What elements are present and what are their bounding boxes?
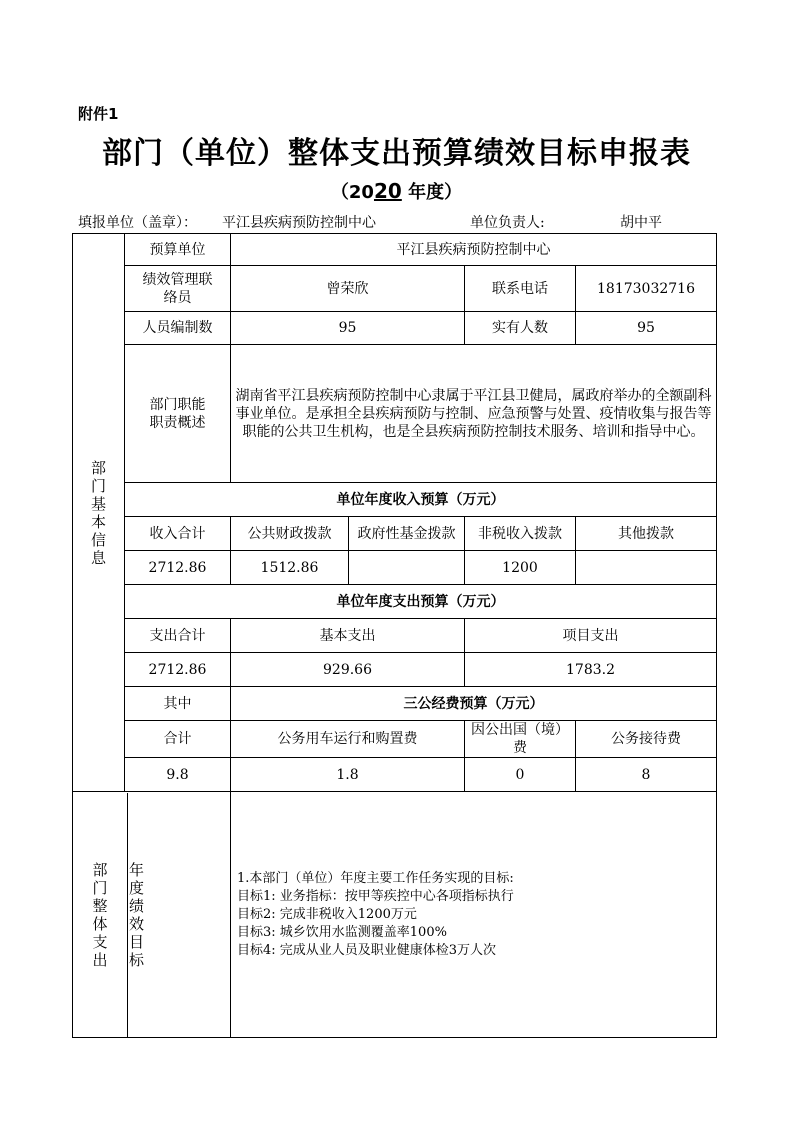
duty-text: 湖南省平江县疾病预防控制中心隶属于平江县卫健局，属政府举办的全额副科事业单位。是承担全县疾病预防与控制、应急预警与处置、疫情收集与报告等职能的公共卫生机构，也是全县疾病预防控制技术服务、培训和指导中心。 — [231, 345, 717, 483]
phone-label: 联系电话 — [465, 266, 576, 312]
goal-line: 目标3: 城乡饮用水监测覆盖率100% — [237, 924, 447, 940]
goal-line: 目标4: 完成从业人员及职业健康体检3万人次 — [237, 942, 497, 958]
phone-value: 18173032716 — [576, 266, 717, 312]
label-char: 息 — [90, 548, 106, 567]
income-value: 2712.86 — [125, 551, 231, 585]
three-public-expense-title: 三公经费预算（万元） — [231, 687, 717, 721]
expense-value: 929.66 — [231, 653, 465, 687]
income-value — [576, 551, 717, 585]
duty-label: 部门职能职责概述 — [125, 345, 231, 483]
filler-value: 平江县疾病预防控制中心 — [222, 215, 376, 231]
expense-header: 项目支出 — [465, 619, 717, 653]
staff-actual-label: 实有人数 — [465, 312, 576, 345]
expense-value: 2712.86 — [125, 653, 231, 687]
section-performance-label — [73, 792, 231, 1038]
label-char: 门 — [90, 476, 106, 495]
leader-label: 单位负责人: — [470, 215, 545, 231]
expense-header: 支出合计 — [125, 619, 231, 653]
goal-line: 目标2: 完成非税收入1200万元 — [237, 906, 417, 922]
label-char: 年 — [129, 860, 145, 879]
income-header: 收入合计 — [125, 517, 231, 551]
label-char: 信 — [90, 530, 106, 549]
label-char: 支 — [92, 932, 108, 951]
expense-header: 基本支出 — [231, 619, 465, 653]
label-char: 绩 — [129, 896, 145, 915]
three-value: 9.8 — [125, 758, 231, 792]
income-header: 公共财政拨款 — [231, 517, 349, 551]
staff-actual-value: 95 — [576, 312, 717, 345]
budget-table — [72, 233, 717, 1038]
three-value: 8 — [576, 758, 717, 792]
goal-line: 目标1: 业务指标：按甲等疾控中心各项指标执行 — [237, 888, 514, 904]
contact-value: 曾荣欣 — [231, 266, 465, 312]
income-header: 非税收入拨款 — [465, 517, 576, 551]
budget-unit-label: 预算单位 — [125, 234, 231, 266]
section-basic-info-label — [73, 234, 125, 792]
label-char: 度 — [129, 878, 145, 897]
expense-value: 1783.2 — [465, 653, 717, 687]
income-budget-title: 单位年度收入预算（万元） — [125, 483, 717, 517]
label-char: 部 — [92, 860, 108, 879]
staff-quota-label: 人员编制数 — [125, 312, 231, 345]
goals-spacer — [153, 793, 230, 1037]
label-char: 本 — [90, 512, 106, 531]
label-char: 门 — [92, 878, 108, 897]
label-char: 效 — [129, 914, 145, 933]
performance-goals — [231, 792, 717, 1038]
three-header: 合计 — [125, 721, 231, 758]
label-char: 部 — [90, 458, 106, 477]
expense-budget-title: 单位年度支出预算（万元） — [125, 585, 717, 619]
income-header: 政府性基金拨款 — [349, 517, 465, 551]
filler-label: 填报单位（盖章）： — [78, 215, 197, 231]
leader-value: 胡中平 — [620, 215, 662, 231]
label-char: 目 — [129, 932, 145, 951]
performance-label-inner — [73, 793, 230, 1037]
three-header: 公务用车运行和购置费 — [231, 721, 465, 758]
income-value — [349, 551, 465, 585]
label-char: 出 — [92, 950, 108, 969]
label-char: 体 — [92, 914, 108, 933]
contact-label: 绩效管理联络员 — [125, 266, 231, 312]
income-value: 1512.86 — [231, 551, 349, 585]
three-value: 0 — [465, 758, 576, 792]
label-col-1 — [73, 793, 128, 1037]
label-char: 标 — [129, 950, 145, 969]
label-col-2 — [128, 793, 154, 1037]
three-header: 因公出国（境）费 — [465, 721, 576, 758]
label-char: 整 — [92, 896, 108, 915]
budget-unit-value: 平江县疾病预防控制中心 — [231, 234, 717, 266]
three-value: 1.8 — [231, 758, 465, 792]
year-line: （2020 年度） — [330, 179, 463, 203]
goal-line: 1.本部门（单位）年度主要工作任务实现的目标: — [237, 870, 514, 886]
income-value: 1200 — [465, 551, 576, 585]
year-value: 20 — [373, 179, 402, 203]
attachment-label: 附件1 — [78, 105, 119, 123]
staff-quota-value: 95 — [231, 312, 465, 345]
three-header: 公务接待费 — [576, 721, 717, 758]
of-which-label: 其中 — [125, 687, 231, 721]
page-title: 部门（单位）整体支出预算绩效目标申报表 — [102, 136, 691, 171]
label-char: 基 — [90, 494, 106, 513]
income-header: 其他拨款 — [576, 517, 717, 551]
